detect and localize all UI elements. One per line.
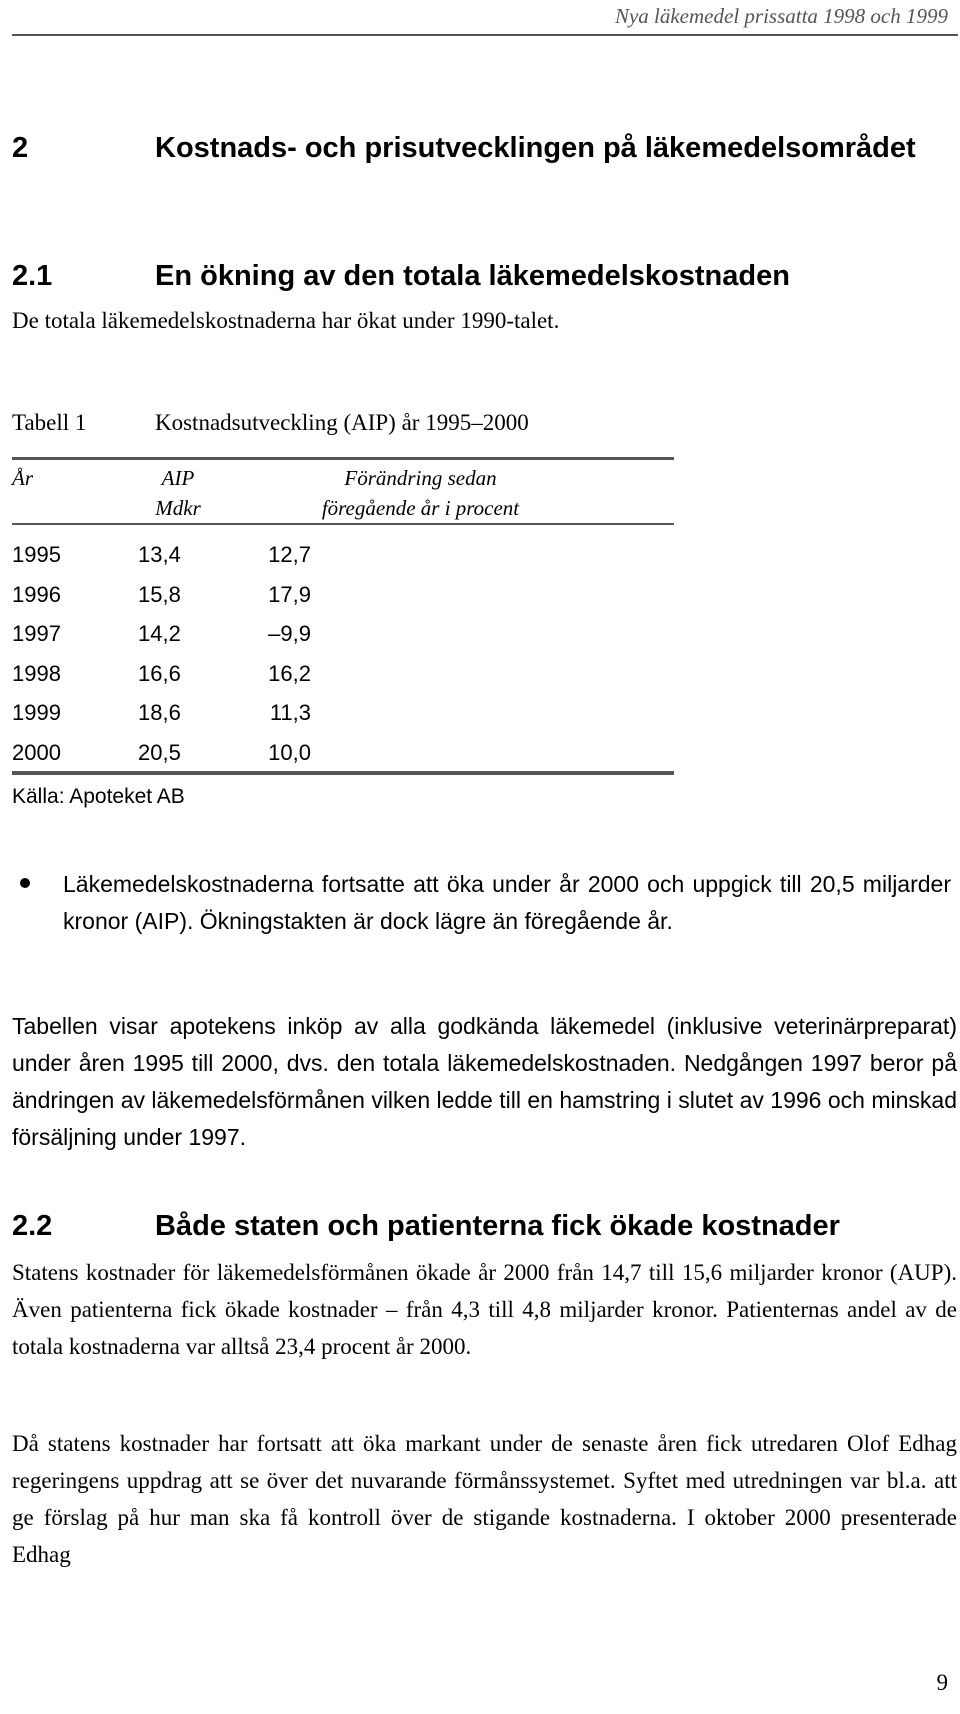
column-header-change-line1: Förändring sedan: [344, 466, 497, 490]
table-row: [12, 535, 674, 575]
section-title: Kostnads- och prisutvecklingen på läkemedelsområdet: [155, 132, 916, 164]
subsection-number: 2.2: [12, 1210, 53, 1242]
table-label: Tabell 1: [12, 410, 87, 435]
table-explanation-paragraph: Tabellen visar apotekens inköp av alla godkända läkemedel (inklusive veterinärpreparat) under åren 1995 till 2000, dvs. den totala läkemedelskostnaden. Nedgången 1997 beror på ändringen av läkemedelsförmånen vilken ledde till en hamstring i slutet av 1996 och minskad försäljning under 1997.: [12, 1013, 957, 1150]
page-number: 9: [936, 1670, 948, 1695]
column-header-change: [283, 463, 558, 523]
table-header-rule: [12, 523, 674, 525]
cell-change: 16,2: [268, 660, 311, 686]
cell-change: –9,9: [268, 621, 311, 646]
cell-change: 17,9: [268, 581, 311, 607]
table-body: [12, 535, 674, 772]
section-number: 2: [12, 132, 29, 164]
column-header-year: År: [12, 466, 33, 490]
column-header-aip-line2: Mdkr: [155, 496, 201, 520]
column-header-change-line2: föregående år i procent: [321, 496, 520, 520]
subsection-title: Både staten och patienterna fick ökade kostnader: [155, 1210, 840, 1242]
table-row: [12, 575, 674, 615]
table-source: Källa: Apoteket AB: [12, 785, 185, 808]
table-top-rule: [12, 457, 674, 460]
cell-year: 1995: [12, 542, 61, 567]
header-divider: [12, 34, 958, 36]
cell-year: 1999: [12, 700, 61, 725]
running-header: Nya läkemedel prissatta 1998 och 1999: [614, 4, 948, 28]
cell-year: 1998: [12, 660, 61, 686]
column-header-aip-line1: AIP: [161, 466, 195, 490]
cell-year: 1997: [12, 621, 61, 646]
cell-change: 10,0: [268, 739, 311, 765]
table-title: Kostnadsutveckling (AIP) år 1995–2000: [155, 410, 529, 435]
cell-aip: 18,6: [138, 700, 181, 725]
table-bottom-rule: [12, 771, 674, 775]
inquiry-paragraph: Då statens kostnader har fortsatt att öka markant under de senaste åren fick utredaren Olof Edhag regeringens uppdrag att se över det nuvarande förmånssystemet. Syftet med utredningen var bl.a. att ge förslag på hur man ska få kontroll över de stigande kostnaderna. I oktober 2000 presenterade Edhag: [12, 1431, 957, 1567]
table-row: [12, 654, 674, 694]
costs-paragraph: Statens kostnader för läkemedelsförmånen ökade år 2000 från 14,7 till 15,6 miljarder kronor (AUP). Även patienterna fick ökade kostnader – från 4,3 till 4,8 miljarder kronor. Patienternas andel av de totala kostnaderna var alltså 23,4 procent år 2000.: [12, 1260, 957, 1359]
column-header-aip: [138, 463, 218, 523]
cell-aip: 13,4: [138, 542, 181, 567]
intro-paragraph: De totala läkemedelskostnaderna har ökat under 1990-talet.: [12, 308, 560, 333]
bullet-icon: [20, 878, 30, 888]
cell-aip: 20,5: [138, 739, 181, 765]
subsection-number: 2.1: [12, 260, 53, 292]
cell-year: 1996: [12, 581, 61, 607]
cell-year: 2000: [12, 739, 61, 765]
table-row: [12, 614, 674, 654]
cell-aip: 14,2: [138, 621, 181, 646]
cell-change: 11,3: [269, 700, 311, 725]
bullet-text: Läkemedelskostnaderna fortsatte att öka under år 2000 och uppgick till 20,5 miljarder kronor (AIP). Ökningstakten är dock lägre än föregående år.: [63, 871, 951, 934]
subsection-title: En ökning av den totala läkemedelskostnaden: [155, 260, 790, 292]
table-row: [12, 693, 674, 733]
cell-aip: 16,6: [138, 660, 181, 686]
table-row: [12, 733, 674, 773]
cell-aip: 15,8: [138, 581, 181, 607]
cell-change: 12,7: [268, 542, 311, 567]
